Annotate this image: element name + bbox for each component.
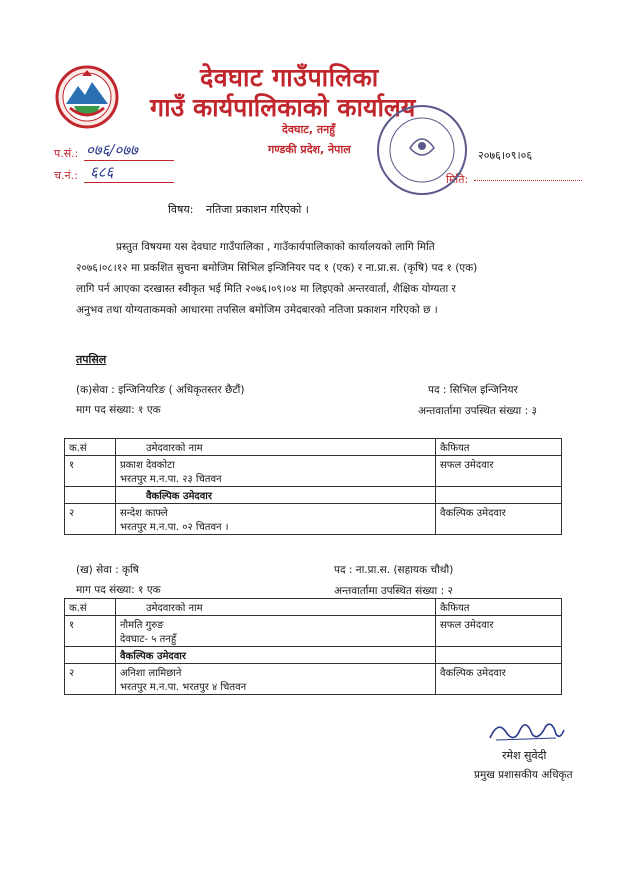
row-name [116,664,436,695]
section-b-service: (ख) सेवा : कृषि [76,564,139,576]
section-b-demand: माग पद संख्या: १ एक [76,584,161,596]
col-sn: क.सं [65,599,116,616]
table-row [65,664,562,695]
signatory-name: रमेश सुवेदी [502,749,547,762]
candidate-name: अनिशा लामिछाने [120,668,182,679]
dispatch-value: ६८६ [90,163,114,181]
col-name: उमेदवारको नाम [116,439,436,456]
signatory-designation: प्रमुख प्रशासकीय अधिकृत [474,769,573,781]
candidate-name: प्रकाश देवकोटा [120,460,175,471]
office-subtitle: गाउँ कार्यपालिकाको कार्यालय [150,93,416,122]
section-a-demand: माग पद संख्या: १ एक [76,404,161,416]
candidate-name: सन्देश काफ्ले [120,508,168,519]
candidate-name: नौमति गुरुङ [120,620,164,631]
alt-heading: वैकल्पिक उमेदवार [116,487,436,504]
row-remark: सफल उमेदवार [436,456,562,487]
candidate-address: भरतपुर म.न.पा. ०२ चितवन । [120,522,229,533]
date-label: मिति: [446,173,469,186]
candidate-address: भरतपुर म.न.पा. भरतपुर ४ चितवन [120,682,247,693]
col-name: उमेदवारको नाम [116,599,436,616]
body-line-1: प्रस्तुत विषयमा यस देवघाट गाउँपालिका , गाउँकार्यपालिकाको कार्यालयको लागि मिति [116,241,435,253]
section-a-service: (क)सेवा : इन्जिनियरिङ ( अधिकृतस्तर छैटौं) [76,384,245,396]
handwritten-signature [486,712,566,746]
address-line2: गण्डकी प्रदेश, नेपाल [268,143,351,156]
official-stamp [372,100,472,200]
section-b-present: अन्तवार्तामा उपस्थित संख्या : २ [334,585,453,597]
subject-label: विषय: [168,203,194,216]
alt-heading-row [65,647,562,664]
schedule-heading: तपसिल [76,353,107,366]
date-value: २०७६।०९।०६ [478,149,533,162]
row-sn: २ [65,504,116,535]
dispatch-underline [84,182,174,183]
alt-heading: वैकल्पिक उमेदवार [116,647,436,664]
table-header-row [65,439,562,456]
col-remark: कैफियत [436,439,562,456]
office-title: देवघाट गाउँपालिका [200,63,379,92]
table-header-row [65,599,562,616]
body-line-3: लागि पर्न आएका दरखास्त स्वीकृत भई मिति २०७६।०९।०४ मा लिइएको अन्तरवार्ता, शैक्षिक योग्यता र [76,283,456,295]
alt-heading-row [65,487,562,504]
ref-underline [84,160,174,161]
candidate-address: भरतपुर म.न.पा. २३ चितवन [120,474,222,485]
address-line1: देवघाट, तनहुँ [282,123,336,136]
table-row [65,616,562,647]
body-line-2: २०७६।०८।१२ मा प्रकशित सुचना बमोजिम सिभिल इन्जिनियर पद १ (एक) र ना.प्रा.स. (कृषि) पद १ (एक) [76,262,478,274]
col-remark: कैफियत [436,599,562,616]
table-row [65,456,562,487]
row-name [116,616,436,647]
section-a-post: पद : सिभिल इन्जिनियर [428,384,518,396]
section-a-table [64,438,562,535]
nepal-emblem-logo [52,62,122,132]
row-name [116,456,436,487]
section-b-post: पद : ना.प्रा.स. (सहायक चौथौ) [334,564,454,576]
candidate-address: देवघाट- ५ तनहुँ [120,634,177,645]
dispatch-label: च.नं.: [54,169,78,182]
body-line-4: अनुभव तथा योग्यताकमको आधारमा तपसिल बमोजिम उमेदबारको नतिजा प्रकाशन गरिएको छ । [76,304,438,316]
col-sn: क.सं [65,439,116,456]
row-remark: सफल उमेदवार [436,616,562,647]
row-sn: १ [65,456,116,487]
section-a-present: अन्तवार्तामा उपस्थित संख्या : ३ [418,405,537,417]
date-blank [474,180,582,181]
row-sn: २ [65,664,116,695]
table-row [65,504,562,535]
section-b-table [64,598,562,695]
subject-text: नतिजा प्रकाशन गरिएको । [206,203,309,216]
ref-value: ०७६/०७७ [86,141,138,159]
row-sn: १ [65,616,116,647]
row-remark: वैकल्पिक उमेदवार [436,504,562,535]
row-name [116,504,436,535]
row-remark: वैकल्पिक उमेदवार [436,664,562,695]
ref-label: प.सं.: [54,147,79,160]
